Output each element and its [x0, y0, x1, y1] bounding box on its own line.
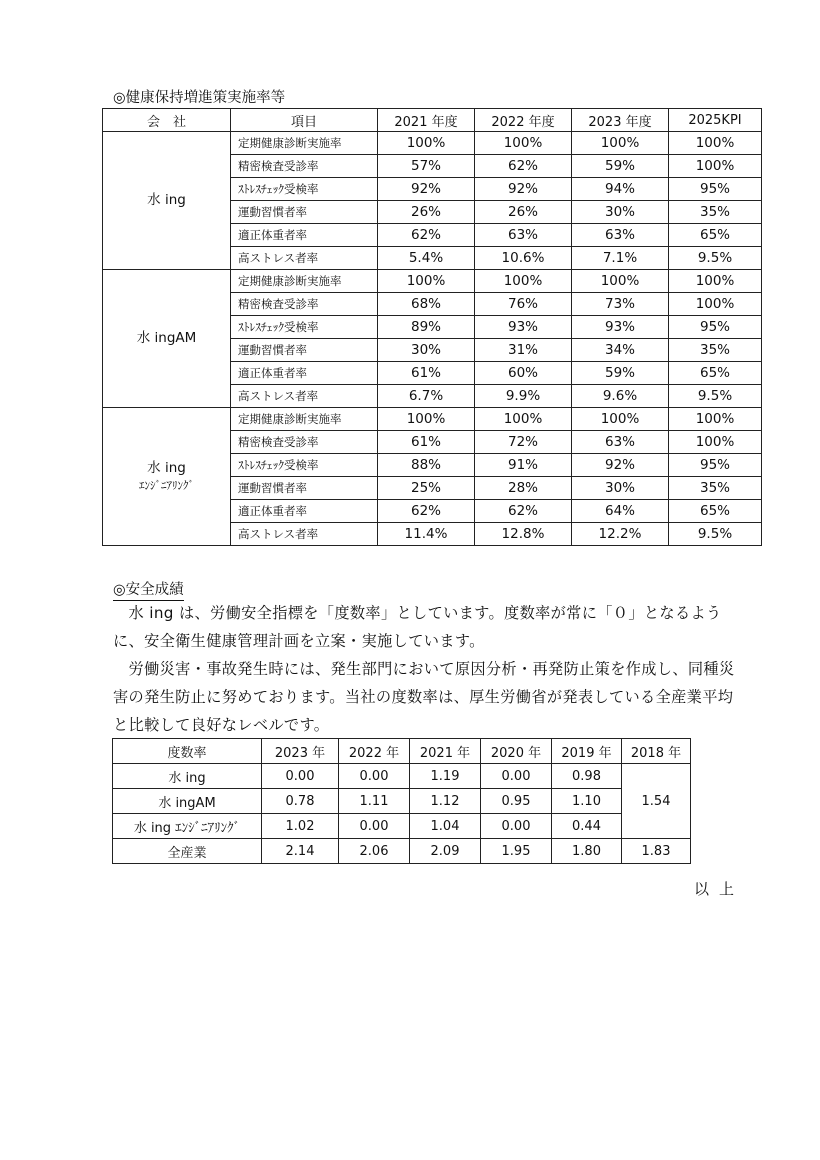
value-cell: 2.06 [339, 839, 410, 864]
column-header: 2021 年度 [378, 109, 475, 132]
column-header: 会 社 [103, 109, 231, 132]
value-cell: 100% [475, 270, 572, 293]
value-cell: 1.95 [481, 839, 552, 864]
value-cell: 95% [669, 178, 762, 201]
value-cell: 100% [572, 132, 669, 155]
value-cell: 92% [475, 178, 572, 201]
value-cell: 11.4% [378, 523, 475, 546]
value-cell: 26% [378, 201, 475, 224]
value-cell: 9.5% [669, 523, 762, 546]
company-cell [103, 132, 231, 270]
item-cell: 高ストレス者率 [231, 523, 378, 546]
value-cell: 76% [475, 293, 572, 316]
safety-section-heading: ◎安全成績 [113, 578, 184, 601]
value-cell: 92% [572, 454, 669, 477]
table-row [103, 270, 762, 293]
item-cell: 適正体重者率 [231, 224, 378, 247]
value-cell: 9.5% [669, 247, 762, 270]
value-cell: 1.04 [410, 814, 481, 839]
value-cell: 0.98 [552, 764, 622, 789]
value-cell: 1.02 [262, 814, 339, 839]
value-cell: 62% [475, 155, 572, 178]
item-cell: 精密検査受診率 [231, 155, 378, 178]
table-row-total [113, 839, 691, 864]
item-cell: 精密検査受診率 [231, 431, 378, 454]
safety-paragraph-1: 水 ing は、労働安全指標を「度数率」としています。度数率が常に「０」となるように、安全衛生健康管理計画を立案・実施しています。 [113, 604, 722, 650]
value-cell: 100% [669, 270, 762, 293]
value-cell: 1.19 [410, 764, 481, 789]
value-cell: 10.6% [475, 247, 572, 270]
item-cell: 定期健康診断実施率 [231, 132, 378, 155]
value-cell: 100% [669, 431, 762, 454]
value-cell: 100% [572, 270, 669, 293]
table-header-row [113, 739, 691, 764]
item-cell: ｽﾄﾚｽﾁｪｯｸ受検率 [231, 316, 378, 339]
company-cell [103, 270, 231, 408]
closing-mark: 以上 [694, 880, 745, 898]
value-cell: 7.1% [572, 247, 669, 270]
column-header: 項目 [231, 109, 378, 132]
column-header: 2023 年度 [572, 109, 669, 132]
table-row [103, 132, 762, 155]
value-cell: 1.12 [410, 789, 481, 814]
value-cell: 2.14 [262, 839, 339, 864]
value-cell: 0.00 [339, 764, 410, 789]
merged-2018-cell: 1.54 [622, 764, 691, 839]
table-row [113, 814, 691, 839]
value-cell: 64% [572, 500, 669, 523]
value-cell: 1.11 [339, 789, 410, 814]
item-cell: 適正体重者率 [231, 500, 378, 523]
company-cell: 水 ing [113, 764, 262, 789]
value-cell: 100% [669, 155, 762, 178]
value-cell: 9.5% [669, 385, 762, 408]
value-cell: 0.95 [481, 789, 552, 814]
company-name: 水 ing [147, 192, 186, 209]
value-cell: 68% [378, 293, 475, 316]
value-cell: 0.00 [481, 764, 552, 789]
value-cell: 100% [475, 408, 572, 431]
value-cell: 72% [475, 431, 572, 454]
item-cell: 運動習慣者率 [231, 201, 378, 224]
value-cell: 100% [669, 293, 762, 316]
item-cell: 定期健康診断実施率 [231, 270, 378, 293]
value-cell: 2.09 [410, 839, 481, 864]
item-cell: 運動習慣者率 [231, 339, 378, 362]
health-promotion-table [102, 108, 762, 546]
value-cell: 30% [572, 201, 669, 224]
company-name: 水 ingAM [136, 330, 197, 347]
value-cell: 0.00 [262, 764, 339, 789]
value-cell: 61% [378, 362, 475, 385]
item-cell: 適正体重者率 [231, 362, 378, 385]
value-cell: 35% [669, 477, 762, 500]
value-cell: 63% [572, 224, 669, 247]
value-cell: 30% [572, 477, 669, 500]
value-cell: 35% [669, 201, 762, 224]
item-cell: 運動習慣者率 [231, 477, 378, 500]
value-cell: 63% [475, 224, 572, 247]
value-cell: 5.4% [378, 247, 475, 270]
value-cell: 6.7% [378, 385, 475, 408]
value-cell: 100% [378, 270, 475, 293]
value-cell: 62% [475, 500, 572, 523]
value-cell: 60% [475, 362, 572, 385]
value-cell: 59% [572, 362, 669, 385]
company-cell: 水 ing ｴﾝｼﾞﾆｱﾘﾝｸﾞ [113, 814, 262, 839]
company-name-sub: ｴﾝｼﾞﾆｱﾘﾝｸﾞ [139, 479, 194, 493]
value-cell: 0.00 [481, 814, 552, 839]
value-cell: 62% [378, 224, 475, 247]
column-header: 2021 年 [410, 739, 481, 764]
value-cell: 12.2% [572, 523, 669, 546]
value-cell: 73% [572, 293, 669, 316]
value-cell: 100% [669, 132, 762, 155]
value-cell: 94% [572, 178, 669, 201]
value-cell: 93% [475, 316, 572, 339]
value-cell: 65% [669, 362, 762, 385]
company-cell: 全産業 [113, 839, 262, 864]
value-cell: 25% [378, 477, 475, 500]
table-row [113, 789, 691, 814]
value-cell: 12.8% [475, 523, 572, 546]
value-cell: 100% [378, 132, 475, 155]
item-cell: 高ストレス者率 [231, 385, 378, 408]
column-header: 2020 年 [481, 739, 552, 764]
value-cell: 1.80 [552, 839, 622, 864]
column-header: 2023 年 [262, 739, 339, 764]
table-header-row [103, 109, 762, 132]
column-header: 2018 年 [622, 739, 691, 764]
value-cell: 0.44 [552, 814, 622, 839]
column-header: 2019 年 [552, 739, 622, 764]
column-header: 2022 年 [339, 739, 410, 764]
value-cell: 35% [669, 339, 762, 362]
value-cell: 100% [475, 132, 572, 155]
column-header: 度数率 [113, 739, 262, 764]
value-cell: 65% [669, 500, 762, 523]
value-cell: 9.9% [475, 385, 572, 408]
company-name: 水 ing [147, 460, 186, 477]
value-cell: 91% [475, 454, 572, 477]
value-cell: 31% [475, 339, 572, 362]
value-cell: 65% [669, 224, 762, 247]
value-cell: 26% [475, 201, 572, 224]
value-cell: 9.6% [572, 385, 669, 408]
value-cell: 95% [669, 316, 762, 339]
value-cell: 1.10 [552, 789, 622, 814]
column-header: 2025KPI [669, 109, 762, 132]
item-cell: ｽﾄﾚｽﾁｪｯｸ受検率 [231, 178, 378, 201]
column-header: 2022 年度 [475, 109, 572, 132]
value-cell: 30% [378, 339, 475, 362]
company-cell [103, 408, 231, 546]
value-cell: 92% [378, 178, 475, 201]
item-cell: 定期健康診断実施率 [231, 408, 378, 431]
value-cell: 100% [572, 408, 669, 431]
value-cell: 34% [572, 339, 669, 362]
table-row [103, 408, 762, 431]
item-cell: ｽﾄﾚｽﾁｪｯｸ受検率 [231, 454, 378, 477]
table-row [113, 764, 691, 789]
value-cell: 1.83 [622, 839, 691, 864]
item-cell: 精密検査受診率 [231, 293, 378, 316]
value-cell: 93% [572, 316, 669, 339]
company-cell: 水 ingAM [113, 789, 262, 814]
value-cell: 0.00 [339, 814, 410, 839]
value-cell: 63% [572, 431, 669, 454]
value-cell: 88% [378, 454, 475, 477]
safety-paragraph-2: 労働災害・事故発生時には、発生部門において原因分析・再発防止策を作成し、同種災害の発生防止に努めております。当社の度数率は、厚生労働省が発表している全産業平均と比較して良好なレベルです。 [113, 660, 735, 734]
value-cell: 61% [378, 431, 475, 454]
health-section-heading: ◎健康保持増進策実施率等 [113, 90, 286, 106]
value-cell: 100% [669, 408, 762, 431]
value-cell: 59% [572, 155, 669, 178]
value-cell: 95% [669, 454, 762, 477]
value-cell: 100% [378, 408, 475, 431]
item-cell: 高ストレス者率 [231, 247, 378, 270]
value-cell: 57% [378, 155, 475, 178]
value-cell: 62% [378, 500, 475, 523]
value-cell: 28% [475, 477, 572, 500]
frequency-rate-table [112, 738, 691, 864]
value-cell: 89% [378, 316, 475, 339]
value-cell: 0.78 [262, 789, 339, 814]
